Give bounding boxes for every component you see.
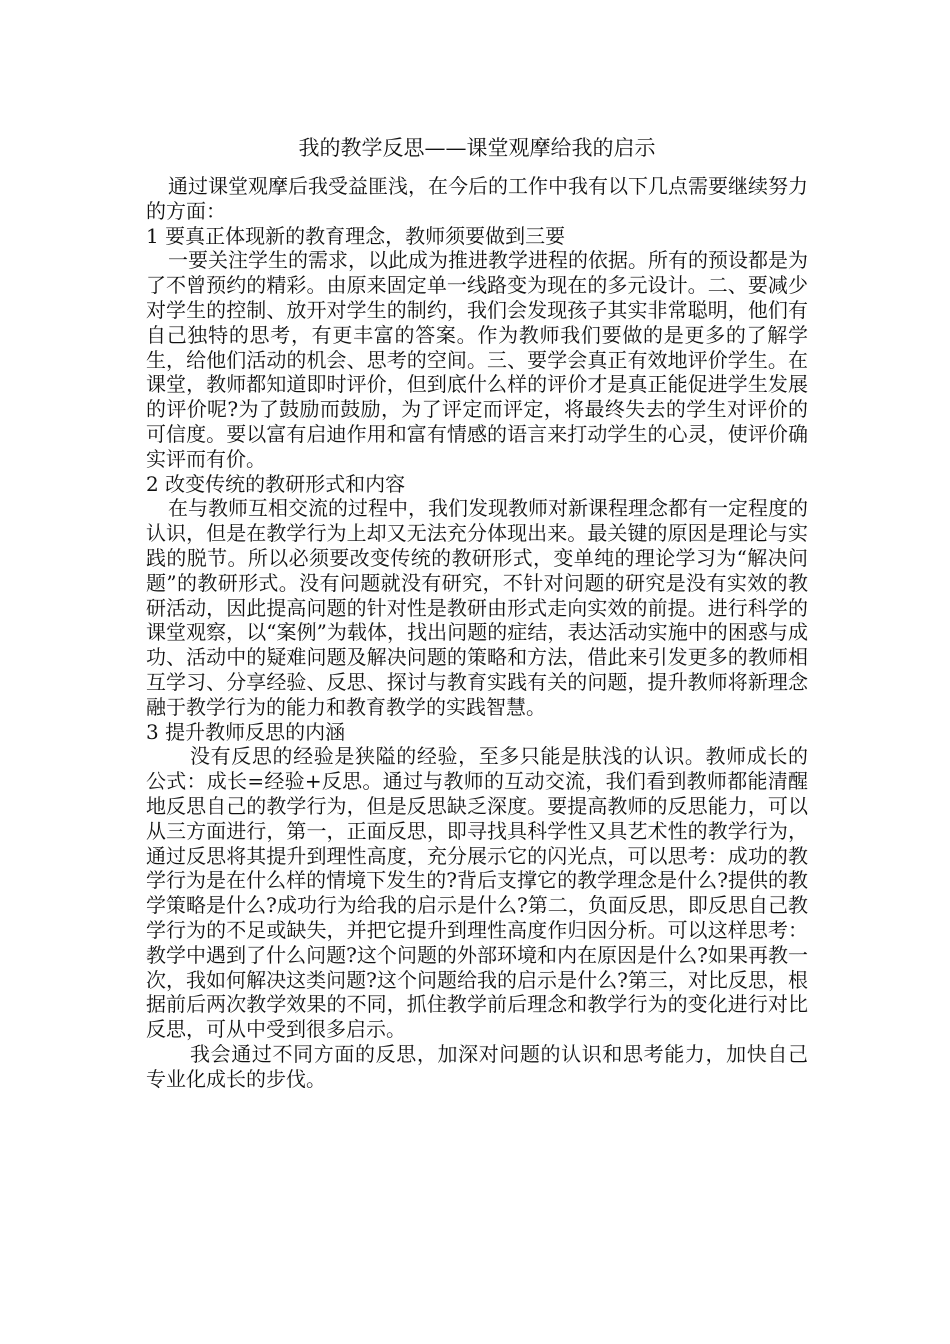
section-body-1: 一要关注学生的需求，以此成为推进教学进程的依据。所有的预设都是为了不曾预约的精彩。由原来固定单一线路变为现在的多元设计。二、要减少对学生的控制、放开对学生的制约，我们会发现孩子其实非常聪明，他们有自己独特的思考，有更丰富的答案。作为教师我们要做的是更多的了解学生，给他们活动的机会、思考的空间。三、要学会真正有效地评价学生。在课堂，教师都知道即时评价，但到底什么样的评价才是真正能促进学生发展的评价呢?为了鼓励而鼓励，为了评定而评定，将最终失去的学生对评价的可信度。要以富有启迪作用和富有情感的语言来打动学生的心灵，使评价确实评而有价。: [146, 248, 808, 471]
section-body-2: 在与教师互相交流的过程中，我们发现教师对新课程理念都有一定程度的认识，但是在教学行为上却又无法充分体现出来。最关键的原因是理论与实践的脱节。所以必须要改变传统的教研形式，变单纯的理论学习为“解决问题”的教研形式。没有问题就没有研究，不针对问题的研究是没有实效的教研活动，因此提高问题的针对性是教研由形式走向实效的前提。进行科学的课堂观察，以“案例”为载体，找出问题的症结，表达活动实施中的困惑与成功、活动中的疑难问题及解决问题的策略和方法，借此来引发更多的教师相互学习、分享经验、反思、探讨与教育实践有关的问题，提升教师将新理念融于教学行为的能力和教育教学的实践智慧。: [146, 496, 808, 719]
closing-paragraph: 我会通过不同方面的反思，加深对问题的认识和思考能力，加快自己专业化成长的步伐。: [146, 1041, 808, 1091]
section-heading-1: 1 要真正体现新的教育理念，教师须要做到三要: [146, 223, 566, 248]
section-body-3: 没有反思的经验是狭隘的经验，至多只能是肤浅的认识。教师成长的公式：成长=经验+反思。通过与教师的互动交流，我们看到教师都能清醒地反思自己的教学行为，但是反思缺乏深度。要提高教师的反思能力，可以从三方面进行，第一，正面反思，即寻找具科学性又具艺术性的教学行为，通过反思将其提升到理性高度，充分展示它的闪光点，可以思考：成功的教学行为是在什么样的情境下发生的?背后支撑它的教学理念是什么?提供的教学策略是什么?成功行为给我的启示是什么?第二，负面反思，即反思自己教学行为的不足或缺失，并把它提升到理性高度作归因分析。可以这样思考：教学中遇到了什么问题?这个问题的外部环境和内在原因是什么?如果再教一次，我如何解决这类问题?这个问题给我的启示是什么?第三，对比反思，根据前后两次教学效果的不同，抓住教学前后理念和教学行为的变化进行对比反思，可从中受到很多启示。: [146, 744, 808, 1042]
intro-paragraph: 通过课堂观摩后我受益匪浅，在今后的工作中我有以下几点需要继续努力的方面：: [146, 174, 808, 223]
section-heading-2: 2 改变传统的教研形式和内容: [146, 471, 406, 496]
document-page: [146, 134, 808, 1091]
document-title: 我的教学反思——课堂观摩给我的启示: [298, 136, 656, 160]
section-heading-3: 3 提升教师反思的内涵: [146, 719, 346, 744]
